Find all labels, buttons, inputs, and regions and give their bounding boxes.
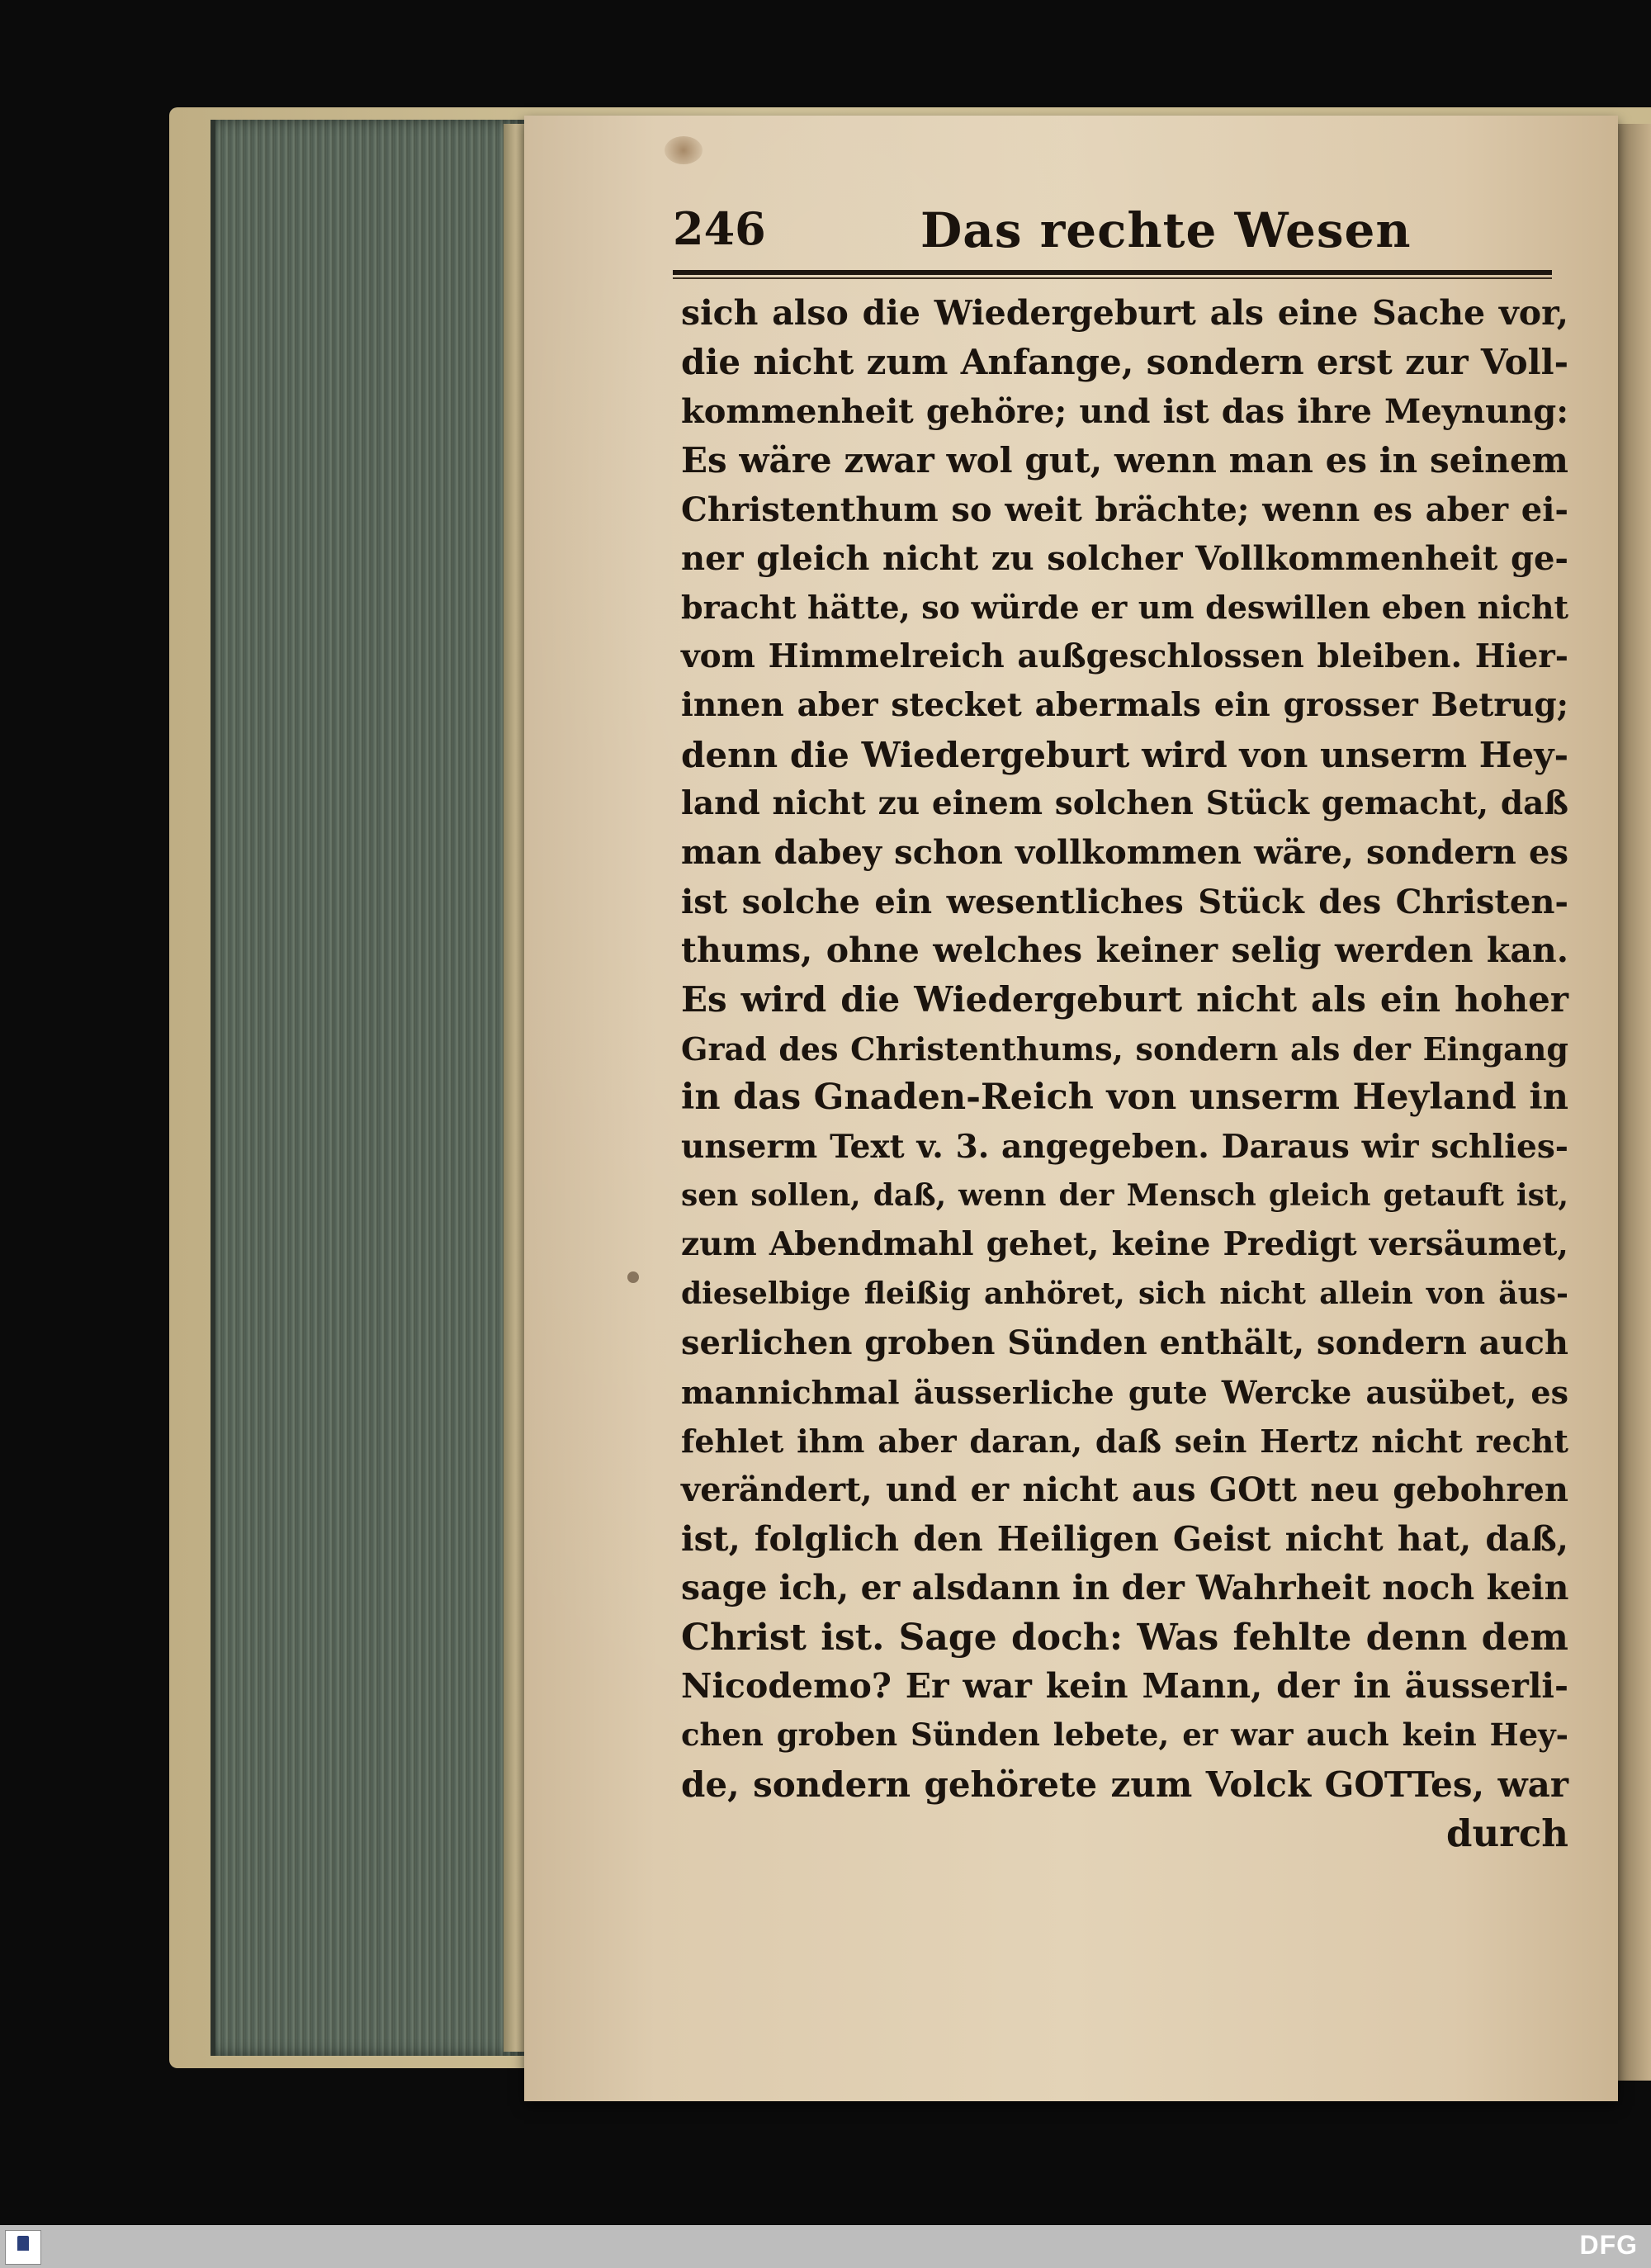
text-line: Christ ist. Sage doch: Was fehlte denn dem: [681, 1616, 1568, 1659]
running-head: Das rechte Wesen: [920, 202, 1412, 258]
text-line: Es wird die Wiedergeburt nicht als ein hoher: [681, 979, 1568, 1020]
page-number: 246: [673, 202, 766, 255]
text-line: Es wäre zwar wol gut, wenn man es in seinem: [681, 440, 1568, 481]
page-header: [673, 202, 1552, 260]
text-line: dieselbige fleißig anhöret, sich nicht allein von äus-: [681, 1276, 1568, 1311]
next-page-sliver: [1616, 124, 1651, 2081]
text-line: vom Himmelreich außgeschlossen bleiben. Hier-: [681, 637, 1568, 675]
viewer-footer-bar: [0, 2225, 1651, 2268]
catchword: durch: [1445, 1811, 1568, 1856]
paper-speck: [627, 1271, 639, 1283]
text-line: Christenthum so weit brächte; wenn es aber ei-: [681, 490, 1568, 529]
text-line: unserm Text v. 3. angegeben. Daraus wir schlies-: [681, 1127, 1568, 1166]
text-line: in das Gnaden-Reich von unserm Heyland in: [681, 1077, 1568, 1119]
dfg-mark: DFG: [1579, 2230, 1638, 2260]
text-line: sich also die Wiedergeburt als eine Sache vor,: [681, 293, 1568, 333]
text-line: verändert, und er nicht aus GOtt neu gebohren: [681, 1470, 1568, 1510]
text-line: Nicodemo? Er war kein Mann, der in äusserli-: [681, 1665, 1568, 1706]
body-text: [681, 289, 1568, 1858]
text-line: fehlet ihm aber daran, daß sein Hertz nicht recht: [681, 1422, 1568, 1460]
page-block-edge: [211, 120, 529, 2056]
paper-stain: [665, 136, 703, 164]
text-line: bracht hätte, so würde er um deswillen eben nicht: [681, 589, 1568, 627]
text-line: serlichen groben Sünden enthält, sondern auch: [681, 1323, 1568, 1363]
text-line: die nicht zum Anfange, sondern erst zur Voll-: [681, 342, 1568, 383]
text-line: denn die Wiedergeburt wird von unserm Hey-: [681, 734, 1568, 775]
text-line: sen sollen, daß, wenn der Mensch gleich getauft ist,: [681, 1178, 1568, 1214]
text-line: chen groben Sünden lebete, er war auch kein Hey-: [681, 1716, 1568, 1754]
text-line: sage ich, er alsdann in der Wahrheit noch kein: [681, 1568, 1569, 1608]
text-line: innen aber stecket abermals ein grosser Betrug;: [681, 686, 1568, 725]
library-logo-icon: [5, 2230, 41, 2265]
text-line: man dabey schon vollkommen wäre, sondern es: [681, 833, 1568, 873]
text-line: Grad des Christenthums, sondern als der Eingang: [681, 1030, 1568, 1068]
text-line: ist, folglich den Heiligen Geist nicht hat, daß,: [681, 1518, 1568, 1559]
text-line: ist solche ein wesentliches Stück des Christen-: [681, 882, 1568, 921]
text-line: de, sondern gehörete zum Volck GOTTes, war: [681, 1764, 1568, 1805]
text-line: thums, ohne welches keiner selig werden kan.: [681, 930, 1568, 971]
text-line: kommenheit gehöre; und ist das ihre Meynung:: [681, 391, 1568, 431]
book-page: [524, 116, 1618, 2101]
text-line: ner gleich nicht zu solcher Vollkommenheit ge-: [681, 538, 1568, 578]
header-rule: [673, 270, 1552, 279]
text-line: mannichmal äusserliche gute Wercke ausübet, es: [681, 1373, 1568, 1411]
text-line: zum Abendmahl gehet, keine Predigt versäumet,: [681, 1225, 1568, 1264]
text-line: land nicht zu einem solchen Stück gemacht, daß: [681, 784, 1568, 822]
